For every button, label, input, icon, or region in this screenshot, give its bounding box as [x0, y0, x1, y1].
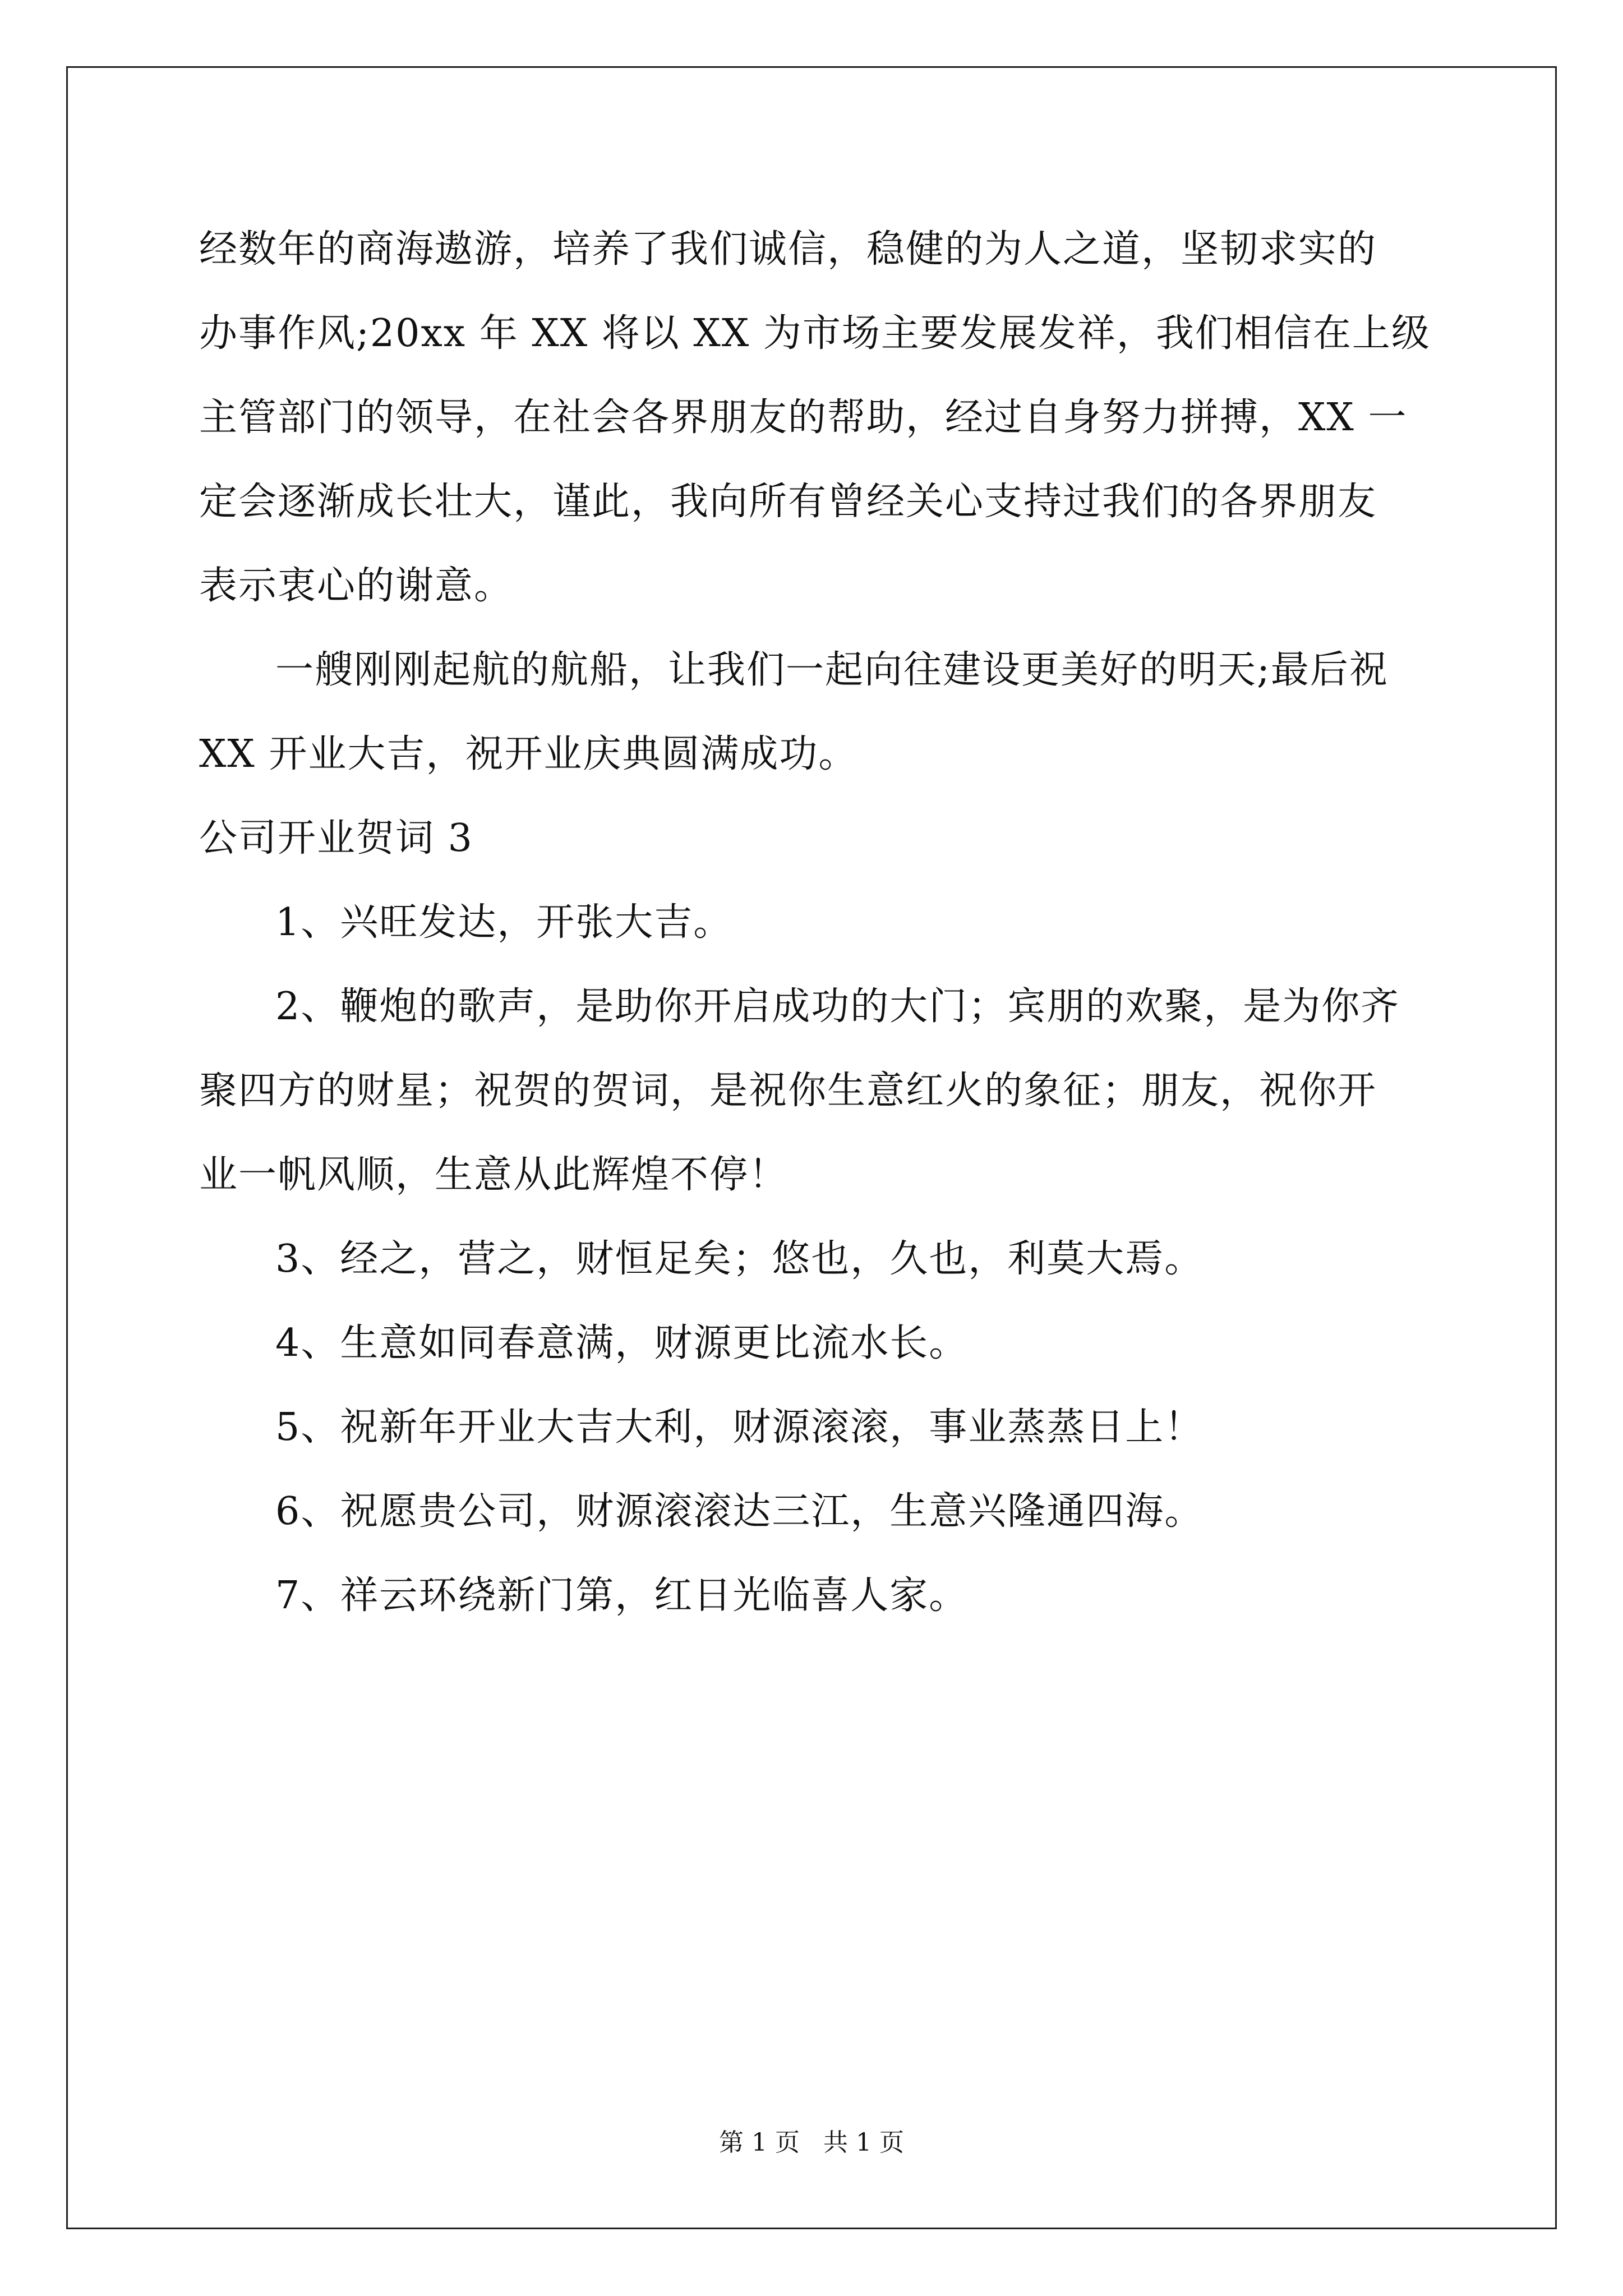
text-line: 表示衷心的谢意。	[199, 564, 514, 608]
list-item: 1、兴旺发达，开张大吉。	[275, 900, 733, 945]
list-item: 4、生意如同春意满，财源更比流水长。	[275, 1321, 969, 1365]
list-item: 5、祝新年开业大吉大利，财源滚滚，事业蒸蒸日上！	[275, 1405, 1204, 1450]
text-line: 聚四方的财星；祝贺的贺词，是祝你生意红火的象征；朋友，祝你开	[199, 1069, 1377, 1113]
text-line: 一艘刚刚起航的航船，让我们一起向往建设更美好的明天;最后祝	[275, 648, 1389, 692]
text-line: 办事作风;20xx 年 XX 将以 XX 为市场主要发展发祥，我们相信在上级	[199, 311, 1431, 356]
text-line: 定会逐渐成长壮大，谨此，我向所有曾经关心支持过我们的各界朋友	[199, 480, 1377, 524]
list-item: 3、经之，营之，财恒足矣；悠也，久也，利莫大焉。	[275, 1237, 1204, 1281]
section-heading: 公司开业贺词 3	[199, 816, 473, 861]
list-item: 2、鞭炮的歌声，是助你开启成功的大门；宾朋的欢聚，是为你齐	[275, 984, 1400, 1029]
text-line: 业一帆风顺，生意从此辉煌不停！	[199, 1153, 789, 1197]
text-line: 主管部门的领导，在社会各界朋友的帮助，经过自身努力拼搏，XX 一	[199, 395, 1408, 440]
document-body	[199, 208, 1431, 1638]
text-line: XX 开业大吉，祝开业庆典圆满成功。	[199, 732, 858, 776]
page-footer: 第 1 页 共 1 页	[719, 2128, 904, 2157]
text-line: 经数年的商海遨游，培养了我们诚信，稳健的为人之道，坚韧求实的	[199, 227, 1377, 272]
list-item: 6、祝愿贵公司，财源滚滚达三江，生意兴隆通四海。	[275, 1489, 1204, 1534]
list-item: 7、祥云环绕新门第，红日光临喜人家。	[275, 1573, 969, 1618]
